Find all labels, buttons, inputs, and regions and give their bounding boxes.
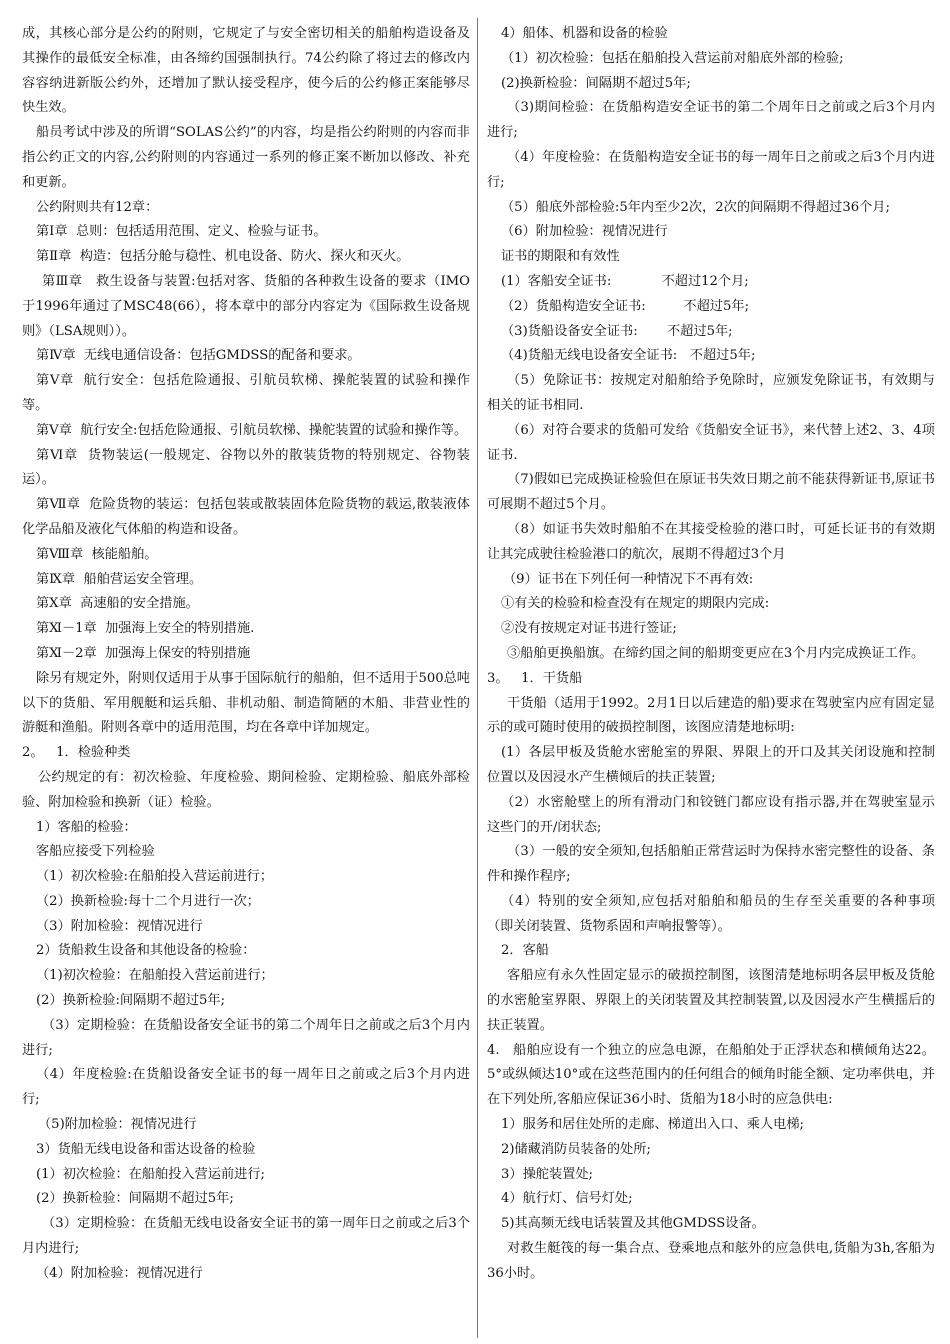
section-heading-survey-types: 2。 1．检验种类	[22, 745, 131, 761]
list-item-periodical-survey: （3）定期检验：在货船设备安全证书的第二个周年日之前或之后3个月内进行;	[22, 1017, 470, 1058]
list-item-initial-survey: （1）初次检验:在船舶投入营运前进行；	[36, 869, 274, 885]
certificate-item-equipment: （3)货船设备安全证书: 不超过5年;	[501, 323, 733, 339]
column-divider	[477, 18, 478, 1338]
paragraph-damage-control-plan: 干货船（适用于1992。2月1日以后建造的船)要求在驾驶室内应有固定显示的或可随时使用的破损控制图，该图应清楚地标明:	[487, 695, 935, 736]
certificate-item-passenger: (1）客船安全证书: 不超过12个月;	[501, 273, 749, 289]
emergency-item-1: 1）服务和居住处所的走廊、梯道出入口、乘人电梯;	[501, 1117, 804, 1133]
list-item-annual-survey: （4）年度检验:在货船设备安全证书的每一周年日之前或之后3个月内进行;	[22, 1067, 470, 1108]
list-item-annual-survey: （4）年度检验：在货船构造安全证书的每一周年日之前或之后3个月内进行;	[487, 149, 935, 190]
section-heading-dry-cargo: 3。 1．干货船	[487, 670, 583, 686]
damage-plan-item-2: （2）水密舱壁上的所有滑动门和铰链门都应设有指示器,并在驾驶室显示这些门的开/闭状态;	[487, 794, 935, 835]
subheading-cargo-equipment-survey: 2）货船救生设备和其他设备的检验：	[36, 943, 256, 959]
certificate-item-extension-3-months: （8）如证书失效时船舶不在其接受检验的港口时，可延长证书的有效期让其完成驶往检验港口的航次，展期不得超过3个月	[487, 521, 935, 562]
emergency-item-5: 5)其高频无线电话装置及其他GMDSS设备。	[501, 1216, 765, 1232]
certificate-item-radio: （4)货船无线电设备安全证书: 不超过5年;	[501, 348, 756, 364]
chapter-item-5-repeat: 第Ⅴ章 航行安全:包括危险通报、引航员软梯、操舵装置的试验和操作等。	[36, 422, 468, 438]
emergency-item-4: 4）航行灯、信号灯处;	[501, 1191, 633, 1207]
chapter-item-9: 第Ⅸ章 船舶营运安全管理。	[36, 571, 203, 587]
paragraph-solas-intro: 成，其核心部分是公约的附则，它规定了与安全密切相关的船舶构造设备及其操作的最低安全标准，由各缔约国强制执行。74公约除了将过去的修改内容容纳进新版公约外，还增加了默认接受程序，使今后的公约修正案能够尽快生效。	[22, 26, 470, 116]
damage-plan-item-1: (1）各层甲板及货舱水密舱室的界限、界限上的开口及其关闭设施和控制位置以及因浸水产生横倾后的扶正装置;	[487, 745, 935, 785]
paragraph-passenger-damage-plan: 客船应有永久性固定显示的破损控制图，该图清楚地标明各层甲板及货舱的水密舱室界限、界限上的关闭装置及其控制装置,以及因浸水产生横摇后的扶正装置。	[487, 968, 935, 1033]
emergency-item-2: 2)储藏消防员装备的处所;	[501, 1141, 651, 1157]
list-item-bottom-survey: （5）船底外部检验:5年内至少2次，2次的间隔期不得超过36个月;	[501, 199, 890, 215]
chapter-item-5: 第Ⅴ章 航行安全：包括危险通报、引航员软梯、操舵装置的试验和操作等。	[22, 373, 470, 413]
list-item-initial-survey: （1）初次检验：包括在船舶投入营运前对船底外部的检验;	[501, 50, 844, 66]
paragraph-lifeboat-emergency-supply: 对救生艇筏的每一集合点、登乘地点和舷外的应急供电,货船为3h,客船为36小时。	[487, 1241, 935, 1281]
list-item-renewal-survey: (2）换新检验:间隔期不超过5年;	[36, 993, 226, 1009]
paragraph-survey-types: 公约规定的有：初次检验、年度检验、期间检验、定期检验、船底外部检验、附加检验和换新（证）检验。	[22, 769, 470, 810]
emergency-item-3: 3）操舵装置处;	[501, 1166, 593, 1182]
chapter-item-4: 第Ⅳ章 无线电通信设备：包括GMDSS的配备和要求。	[36, 348, 361, 364]
list-item-renewal-survey: （2）换新检验:每十二个月进行一次；	[36, 893, 260, 909]
list-item-initial-survey: (1）初次检验：在船舶投入营运前进行;	[36, 1166, 265, 1182]
chapter-item-8: 第Ⅷ章 核能船舶。	[36, 546, 158, 562]
list-item-additional-survey: （5)附加检验：视情况进行	[38, 1117, 197, 1133]
subheading-passenger-ship-survey: 1）客船的检验：	[36, 819, 137, 835]
chapter-item-6: 第Ⅵ章 货物装运(一般规定、谷物以外的散装货物的特别规定、谷物装运）。	[22, 447, 470, 488]
chapter-item-2: 第Ⅱ章 构造：包括分舱与稳性、机电设备、防火、探火和灭火。	[36, 249, 410, 265]
chapter-item-11-1: 第Ⅺ－1章 加强海上安全的特别措施.	[36, 621, 255, 637]
certificate-item-invalid-conditions: （9）证书在下列任何一种情况下不再有效:	[503, 571, 754, 587]
list-item-periodical-survey: （3）定期检验：在货船无线电设备安全证书的第一周年日之前或之后3个月内进行;	[22, 1216, 470, 1257]
subheading-passenger-ship: 2．客船	[501, 943, 549, 959]
certificate-item-extension-5-months: （7)假如已完成换证检验但在原证书失效日期之前不能获得新证书,原证书可展期不超过5个月。	[487, 472, 935, 513]
chapter-item-7: 第Ⅶ章 危险货物的装运：包括包装或散装固体危险货物的载运,散装液体化学品船及液化气体船的构造和设备。	[22, 497, 470, 537]
condition-item-2: ②没有按规定对证书进行签证;	[501, 621, 677, 637]
damage-plan-item-3: （3）一般的安全须知,包括船舶正常营运时为保持水密完整性的设备、条件和操作程序;	[487, 844, 935, 885]
chapter-item-10: 第Ⅹ章 高速船的安全措施。	[36, 596, 199, 612]
text-passenger-ship-surveys: 客船应接受下列检验	[36, 844, 155, 860]
list-item-renewal-survey: (2)换新检验：间隔期不超过5年;	[501, 75, 691, 91]
paragraph-applicability: 除另有规定外，附则仅适用于从事于国际航行的船舶，但不适用于500总吨以下的货船、军用舰艇和运兵船、非机动船、制造简陋的木船、非营业性的游艇和渔船。附则各章中的适用范围，均在各章中详加规定。	[22, 670, 470, 736]
list-item-additional-survey: （6）附加检验：视情况进行	[501, 224, 668, 240]
paragraph-annex-chapters-heading: 公约附则共有12章：	[36, 199, 159, 215]
list-item-initial-survey: （1)初次检验：在船舶投入营运前进行；	[36, 968, 274, 984]
left-column	[22, 22, 470, 1287]
certificate-item-construction: （2）货船构造安全证书: 不超过5年;	[501, 298, 750, 314]
list-item-additional-survey: （4）附加检验：视情况进行	[36, 1265, 203, 1281]
condition-item-3: ③船舶更换船旗。在缔约国之间的船期变更应在3个月内完成换证工作。	[507, 645, 925, 661]
paragraph-exam-scope: 船员考试中涉及的所谓“SOLAS公约”的内容，均是指公约附则的内容而非指公约正文的内容,公约附则的内容通过一系列的修正案不断加以修改、补充和更新。	[22, 125, 470, 190]
certificate-item-cargo-safety: （6）对符合要求的货船可发给《货船安全证书》，来代替上述2、3、4项证书.	[487, 422, 935, 463]
subheading-certificate-validity: 证书的期限和有效性	[501, 249, 620, 265]
list-item-additional-survey: （3）附加检验：视情况进行	[36, 918, 203, 934]
chapter-item-3: 第Ⅲ章 救生设备与装置:包括对客、货船的各种救生设备的要求（IMO于1996年通过了MSC48(66），将本章中的部分内容定为《国际救生设备规则》（LSA规则））。	[22, 273, 470, 339]
subheading-hull-machinery-survey: 4）船体、机器和设备的检验	[501, 26, 668, 41]
list-item-intermediate-survey: （3)期间检验：在货船构造安全证书的第二个周年日之前或之后3个月内进行;	[487, 100, 935, 141]
subheading-cargo-radio-survey: 3）货船无线电设备和雷达设备的检验	[36, 1141, 256, 1157]
chapter-item-11-2: 第Ⅺ－2章 加强海上保安的特别措施	[36, 645, 251, 661]
right-column	[487, 22, 935, 1287]
list-item-renewal-survey: (2）换新检验：间隔期不超过5年;	[36, 1191, 234, 1207]
section-heading-emergency-power: 4. 船舶应设有一个独立的应急电源，在船舶处于正浮状态和横倾角达22。5°或纵倾达10°或在这些范围内的任何组合的倾角时能全额、定功率供电，并在下列处所,客船应保证36小时、货船为18小时的应急供电:	[487, 1042, 935, 1108]
certificate-item-exemption: （5）免除证书：按规定对船舶给予免除时，应颁发免除证书，有效期与相关的证书相同.	[487, 373, 935, 413]
condition-item-1: ①有关的检验和检查没有在规定的期限内完成:	[501, 596, 770, 612]
damage-plan-item-4: （4）特别的安全须知,应包括对船舶和船员的生存至关重要的各种事项（即关闭装置、货物系固和声响报警等）。	[487, 893, 935, 934]
chapter-item-1: 第Ⅰ章 总则：包括适用范围、定义、检验与证书。	[36, 224, 327, 240]
